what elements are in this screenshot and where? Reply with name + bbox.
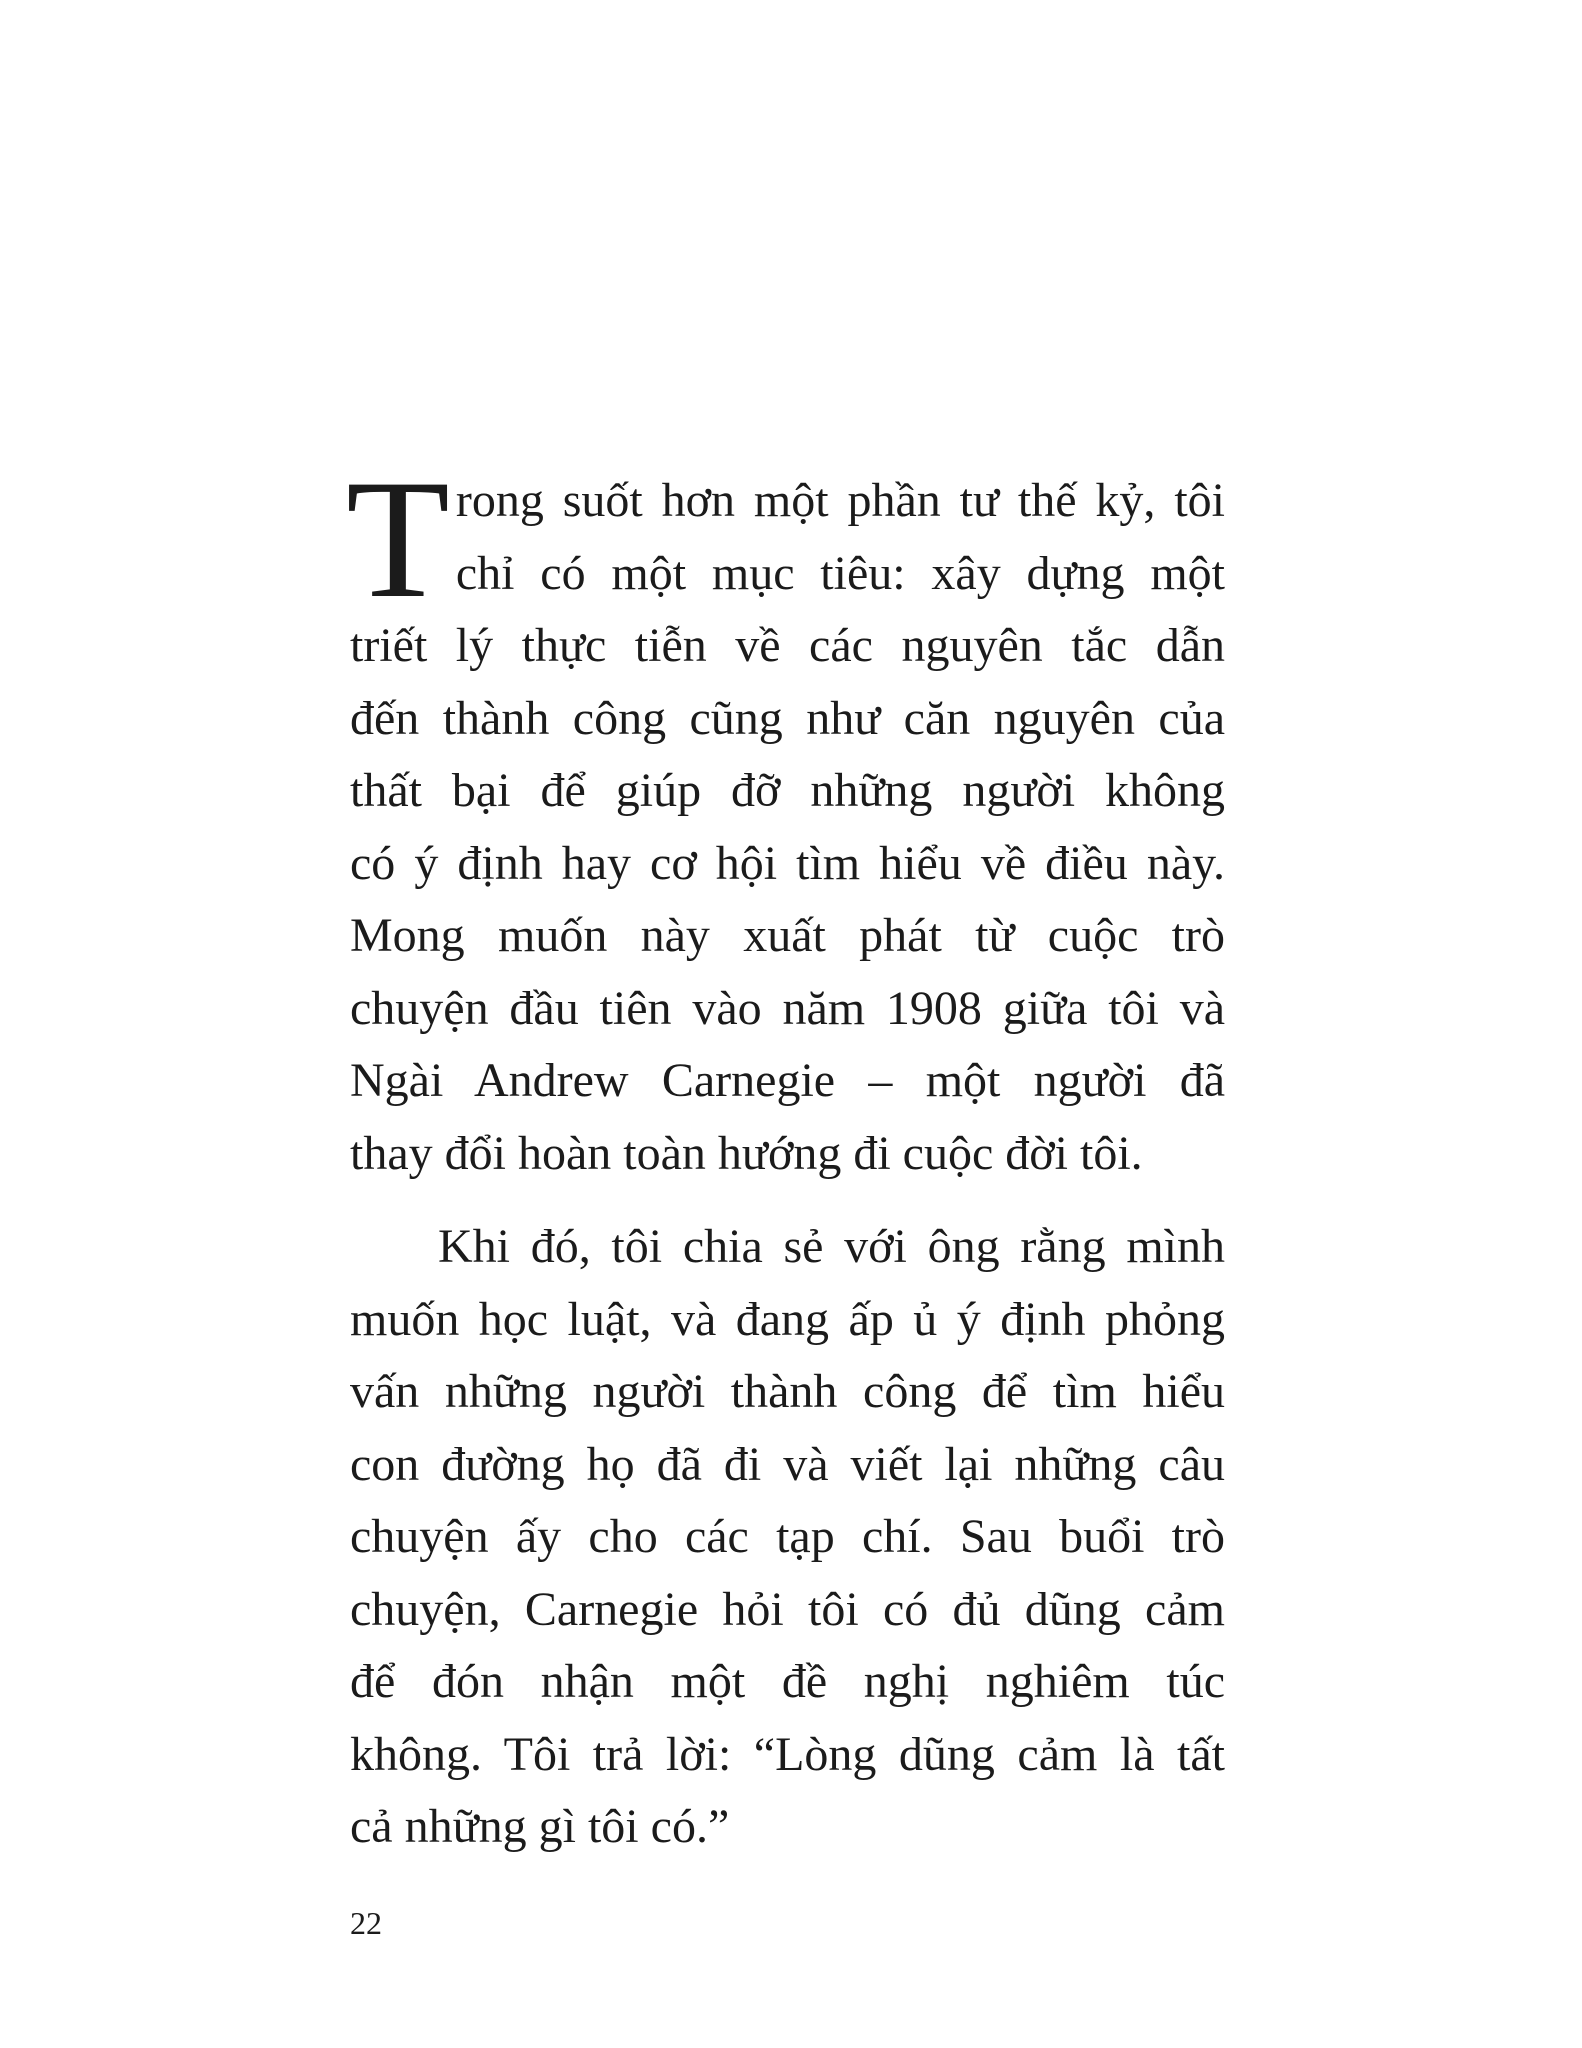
- paragraph-2: [350, 1211, 1225, 1864]
- text-line: chuyện đầu tiên vào năm 1908 giữa tôi và: [350, 981, 1225, 1035]
- text-line: con đường họ đã đi và viết lại những câu: [350, 1437, 1225, 1491]
- drop-cap: T: [346, 445, 450, 633]
- text-line: cả những gì tôi có.”: [350, 1800, 730, 1853]
- text-line: không. Tôi trả lời: “Lòng dũng cảm là tất: [350, 1727, 1225, 1781]
- text-line: Ngài Andrew Carnegie – một người đã: [350, 1054, 1225, 1107]
- text-line: chuyện, Carnegie hỏi tôi có đủ dũng cảm: [350, 1582, 1225, 1636]
- text-line: thất bại để giúp đỡ những người không: [350, 764, 1225, 817]
- text-line: đến thành công cũng như căn nguyên của: [350, 691, 1225, 745]
- text-line: thay đổi hoàn toàn hướng đi cuộc đời tôi.: [350, 1126, 1143, 1180]
- body-text: [346, 445, 1225, 1864]
- text-line: muốn học luật, và đang ấp ủ ý định phỏng: [350, 1292, 1225, 1346]
- text-line: triết lý thực tiễn về các nguyên tắc dẫn: [350, 619, 1225, 672]
- page-number: 22: [350, 1905, 382, 1941]
- text-line: vấn những người thành công để tìm hiểu: [350, 1365, 1225, 1418]
- text-line: để đón nhận một đề nghị nghiêm túc: [350, 1655, 1225, 1708]
- text-line: rong suốt hơn một phần tư thế kỷ, tôi: [455, 474, 1225, 527]
- text-line: Mong muốn này xuất phát từ cuộc trò: [350, 909, 1225, 962]
- paragraph-1: [346, 445, 1225, 1190]
- text-line: có ý định hay cơ hội tìm hiểu về điều này.: [350, 836, 1225, 890]
- text-line: Khi đó, tôi chia sẻ với ông rằng mình: [438, 1220, 1225, 1273]
- text-line: chỉ có một mục tiêu: xây dựng một: [455, 546, 1225, 600]
- text-line: chuyện ấy cho các tạp chí. Sau buổi trò: [350, 1510, 1225, 1563]
